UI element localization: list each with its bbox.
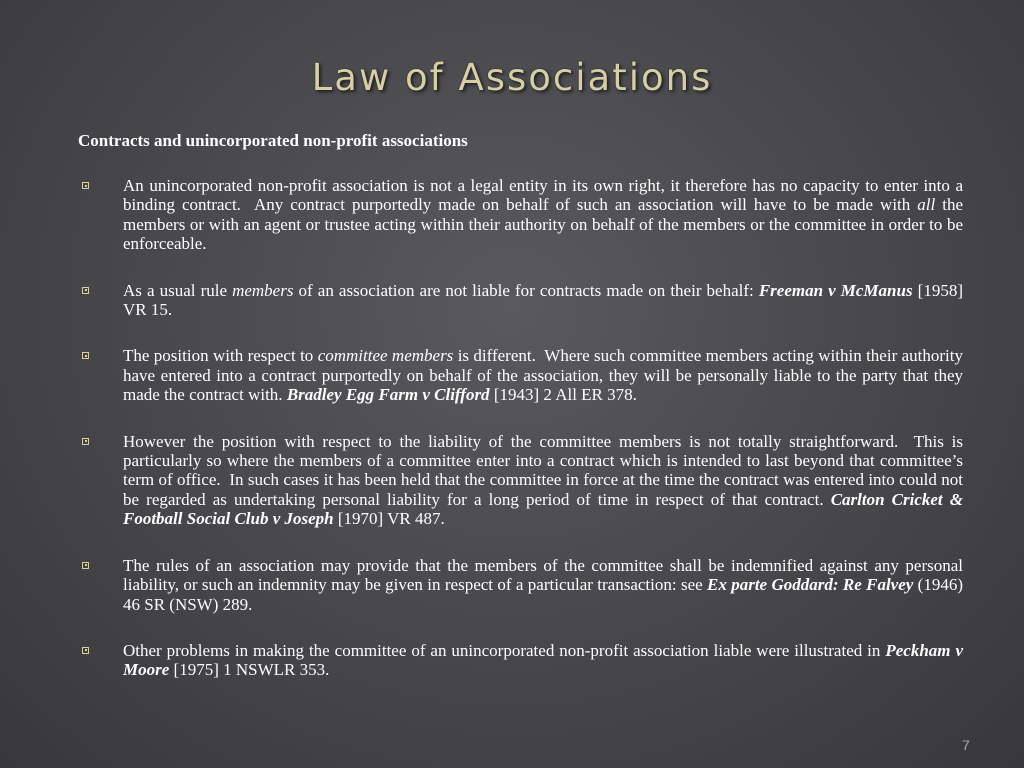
bullet-text: is different. Where such committee members acting within their authority have entered into a contract purportedly on behalf of the association, they will be personally liable to the party that they made the contract with.: [123, 346, 963, 405]
bullet-item: [78, 556, 963, 614]
square-bullet-icon: [82, 562, 89, 569]
case-citation: (1946) 46 SR (NSW) 289.: [123, 575, 963, 614]
case-citation: [1958] VR 15.: [123, 280, 963, 320]
page-number: 7: [962, 737, 970, 753]
bullet-text: of an association are not liable for contracts made on their behalf:: [293, 280, 759, 300]
emphasis-text: all: [917, 195, 936, 215]
case-citation: [1943] 2 All ER 378.: [489, 385, 637, 405]
bullet-text: Other problems in making the committee of an unincorporated non-profit association liable were illustrated in: [123, 640, 886, 660]
case-name: Freeman v McManus: [758, 280, 913, 300]
square-bullet-icon: [82, 647, 89, 654]
bullet-item: [78, 346, 963, 404]
square-bullet-icon: [82, 182, 89, 189]
case-name: Bradley Egg Farm v Clifford: [286, 385, 490, 405]
case-name: Peckham v Moore: [123, 640, 963, 680]
bullet-text: An unincorporated non-profit association is not a legal entity in its own right, it therefore has no capacity to enter into a binding contract. Any contract purportedly made on behalf of such an association will have to be made with: [123, 176, 963, 215]
square-bullet-icon: [82, 287, 89, 294]
case-citation: [1970] VR 487.: [333, 509, 445, 529]
bullet-item: [78, 176, 963, 254]
emphasis-text: members: [232, 280, 294, 300]
bullet-text: The position with respect to: [123, 346, 318, 366]
bullet-list: [78, 176, 963, 707]
emphasis-text: committee members: [317, 346, 454, 366]
bullet-text: However the position with respect to the liability of the committee members is not totally straightforward. This is particularly so where the members of a committee enter into a contract which is intended to last beyond that committee’s term of office. In such cases it has been held that the committee in force at the time the contract was entered into could not be regarded as undertaking personal liability for a long period of time in respect of that contract.: [123, 431, 963, 509]
square-bullet-icon: [82, 438, 89, 445]
slide-subtitle: Contracts and unincorporated non-profit associations: [78, 131, 468, 150]
bullet-item: [78, 281, 963, 320]
slide-title: Law of Associations: [311, 56, 713, 99]
bullet-text: As a usual rule: [123, 280, 233, 300]
case-name: Ex parte Goddard: Re Falvey: [707, 575, 914, 595]
square-bullet-icon: [82, 352, 89, 359]
bullet-item: [78, 432, 963, 529]
bullet-text: The rules of an association may provide that the members of the committee shall be indemnified against any personal liability, or such an indemnity may be given in respect of a particular transaction: see: [123, 555, 963, 595]
case-citation: [1975] 1 NSWLR 353.: [169, 660, 330, 680]
bullet-item: [78, 641, 963, 680]
case-name: Carlton Cricket & Football Social Club v Joseph: [123, 489, 963, 529]
bullet-text: the members or with an agent or trustee acting within their authority on behalf of the members or the committee in order to be enforceable.: [123, 195, 963, 254]
